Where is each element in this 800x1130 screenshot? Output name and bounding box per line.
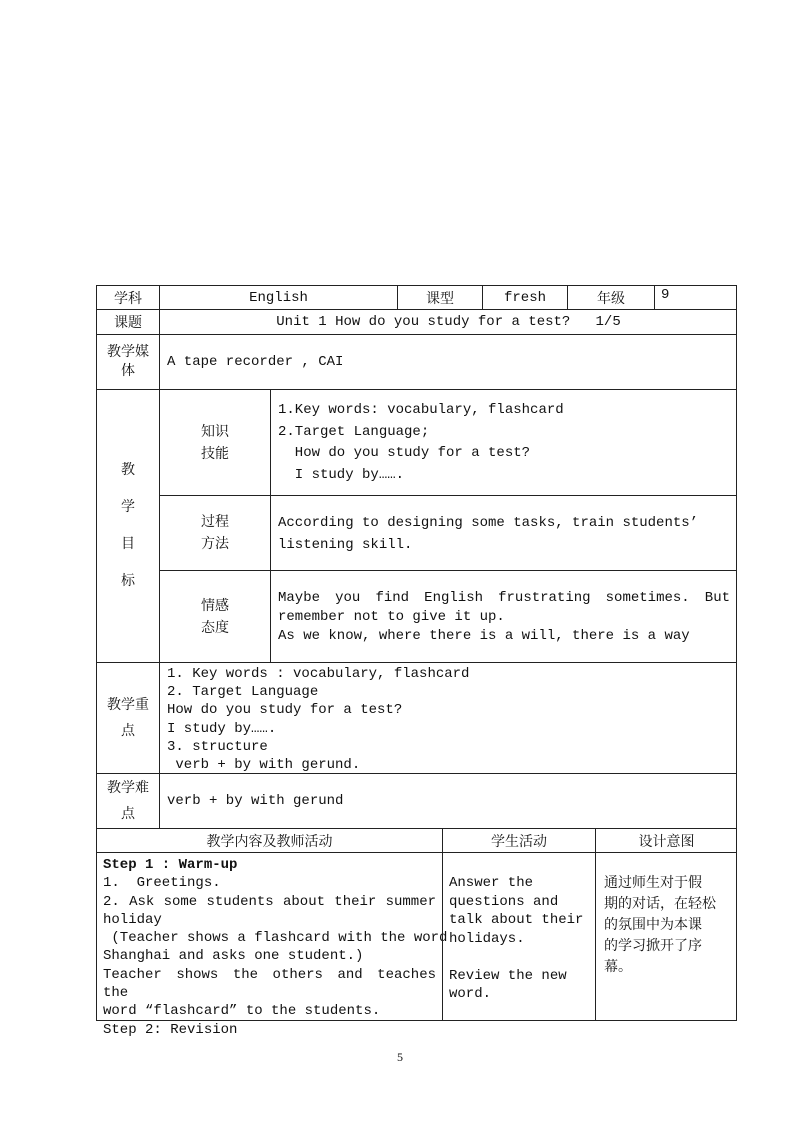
key-points-line: 1. Key words : vocabulary, flashcard <box>167 666 470 682</box>
difficulties-label-line1: 教学难 <box>107 780 149 796</box>
process-line: listening skill. <box>278 537 413 553</box>
grade-value: 9 <box>654 285 737 309</box>
emotion-line: Maybe you find English frustrating sometimes. But <box>278 590 730 606</box>
emotion-content <box>270 570 737 662</box>
difficulties-label-line2: 点 <box>121 806 135 822</box>
emotion-line: remember not to give it up. <box>278 609 505 625</box>
key-points-line: I study by……. <box>167 720 277 737</box>
knowledge-label-line1: 知识 <box>201 423 229 440</box>
emotion-label <box>159 570 270 662</box>
media-label-line1: 教学媒 <box>107 344 149 360</box>
teacher-activities-content <box>96 852 448 1038</box>
key-points-label-line1: 教学重 <box>107 697 149 713</box>
student-line <box>449 948 589 967</box>
difficulties-label <box>96 773 159 828</box>
teacher-line: Shanghai and asks one student.) <box>103 948 364 965</box>
process-line: According to designing some tasks, train students’ <box>278 515 699 531</box>
objectives-label-char: 学 <box>121 499 135 515</box>
knowledge-line: I study by……. <box>278 466 405 483</box>
lesson-type-label: 课型 <box>397 285 482 309</box>
teacher-activities-header: 教学内容及教师活动 <box>96 828 442 852</box>
subject-value: English <box>159 285 397 309</box>
topic-label: 课题 <box>96 309 159 334</box>
key-points-label <box>96 662 159 773</box>
media-label-line2: 体 <box>121 363 135 379</box>
design-intent-content <box>595 852 737 1021</box>
subject-label: 学科 <box>96 285 159 309</box>
teacher-line: Teacher shows the others and teaches the <box>103 966 436 1002</box>
teacher-step-title: Step 1 : Warm-up <box>103 857 238 873</box>
knowledge-label <box>159 389 270 495</box>
media-label <box>96 334 159 389</box>
teacher-line: (Teacher shows a flashcard with the word <box>103 930 448 947</box>
student-line: questions and <box>449 893 559 910</box>
student-line: Review the new <box>449 967 567 984</box>
difficulties-value: verb + by with gerund <box>159 773 737 828</box>
key-points-line: 2. Target Language <box>167 684 319 701</box>
key-points-line: 3. structure <box>167 738 268 755</box>
emotion-label-line1: 情感 <box>201 597 229 614</box>
knowledge-label-line2: 技能 <box>201 445 229 462</box>
student-activities-content <box>442 852 595 1021</box>
design-line: 幕。 <box>604 959 632 975</box>
media-value: A tape recorder , CAI <box>159 334 737 389</box>
key-points-line: How do you study for a test? <box>167 702 403 719</box>
key-points-label-line2: 点 <box>121 723 135 739</box>
design-line: 通过师生对于假 <box>604 875 702 891</box>
grade-label: 年级 <box>567 285 654 309</box>
key-points-line: verb + by with gerund. <box>167 757 361 774</box>
teacher-line: word “flashcard” to the students. <box>103 1003 381 1020</box>
emotion-line: As we know, where there is a will, there is a way <box>278 628 690 644</box>
design-intent-header: 设计意图 <box>595 828 737 852</box>
student-line: Answer the <box>449 875 534 891</box>
process-content <box>270 495 737 570</box>
knowledge-line: 2.Target Language; <box>278 423 430 440</box>
knowledge-line: How do you study for a test? <box>278 445 531 461</box>
teacher-line: 1. Greetings. <box>103 875 221 892</box>
student-line: talk about their <box>449 912 584 928</box>
knowledge-line: 1.Key words: vocabulary, flashcard <box>278 402 564 418</box>
key-points-content <box>159 662 737 773</box>
knowledge-content <box>270 389 737 495</box>
objectives-label <box>96 389 159 662</box>
design-line: 期的对话，在轻松 <box>604 896 716 912</box>
emotion-label-line2: 态度 <box>201 619 229 636</box>
student-line: holidays. <box>449 930 525 947</box>
design-line: 的氛围中为本课 <box>604 917 702 933</box>
student-line: word. <box>449 986 492 1002</box>
objectives-label-char: 目 <box>121 536 135 552</box>
process-label-line2: 方法 <box>201 536 229 552</box>
design-line: 的学习掀开了序 <box>604 938 702 954</box>
process-label <box>159 495 270 570</box>
objectives-label-char: 标 <box>121 573 135 589</box>
teacher-line: holiday <box>103 911 162 928</box>
process-label-line1: 过程 <box>201 514 229 530</box>
topic-value: Unit 1 How do you study for a test? 1/5 <box>159 309 737 334</box>
lesson-type-value: fresh <box>482 285 567 309</box>
teacher-line: Step 2: Revision <box>103 1021 238 1038</box>
student-activities-header: 学生活动 <box>442 828 595 852</box>
teacher-line: 2. Ask some students about their summer <box>103 893 436 910</box>
page-number: 5 <box>397 1050 403 1064</box>
objectives-label-char: 教 <box>121 462 135 478</box>
